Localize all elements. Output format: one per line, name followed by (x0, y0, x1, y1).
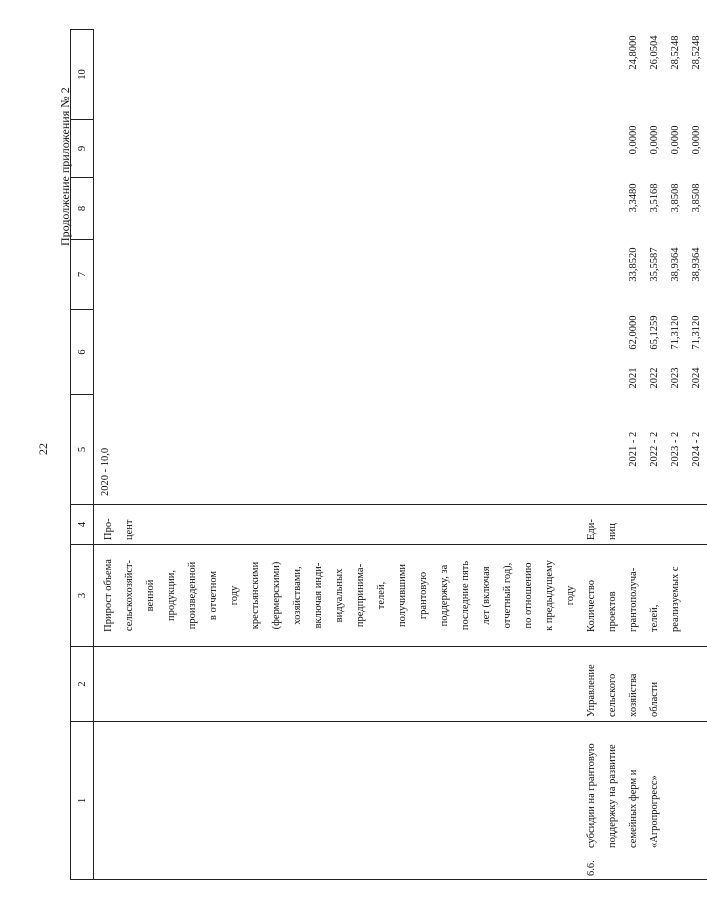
target-values-cell: 2021 - 2 2022 - 2 2023 - 2 2024 - 2 (581, 395, 707, 505)
table-row (581, 30, 707, 880)
col-header: 9 (71, 120, 94, 178)
extra-budget-cell: 24,8000 26,0504 28,5248 28,5248 (628, 35, 702, 70)
col-header: 5 (71, 395, 94, 505)
base-value-cell: 2020 - 10,0 (94, 395, 582, 505)
rotated-table-area (70, 30, 702, 880)
indicator-cell: Прирост объема сельскохозяйст- венной продукции, произведенной в отчетном году крестьянскими (фермерскими) хозяйствами, включая инди- видуальных предпринима- телей, получившими грантовую поддержку, за последние пять лет (включая отчетный год), по отношению к предыдущему году (94, 545, 582, 647)
continuation-title: Продолжение приложения № 2 (58, 87, 72, 246)
table-row (94, 30, 582, 880)
unit-cell: Еди- ниц (581, 505, 707, 545)
event-cell: 6.6. субсидии на грантовую поддержку на развитие семейных ферм и «Агропрогресс» (581, 722, 707, 880)
executor-cell: Управление сельского хозяйства области (581, 647, 707, 722)
col-header: 3 (71, 545, 94, 647)
federal-budget-cell: 33,8520 35,5587 38,9364 38,9364 (628, 247, 702, 282)
program-table (70, 29, 707, 880)
col-header: 1 (71, 722, 94, 880)
row-number: 6.6. (586, 860, 597, 876)
unit-cell: Про- цент (94, 505, 582, 545)
local-budget-cell: 0,0000 0,0000 0,0000 0,0000 (628, 125, 702, 155)
regional-budget-cell: 3,3480 3,5168 3,8508 3,8508 (628, 183, 702, 213)
col-header: 8 (71, 178, 94, 240)
page-number: 22 (36, 443, 50, 455)
col-header: 10 (71, 30, 94, 120)
col-header: 2 (71, 647, 94, 722)
funding-total-cell: 2021 2022 2023 2024 62,0000 65,1259 71,3120 71,3120 (628, 315, 702, 389)
col-header: 6 (71, 310, 94, 395)
col-header: 4 (71, 505, 94, 545)
col-header: 7 (71, 240, 94, 310)
indicator-cell: Количество проектов грантополуча- телей, реализуемых с (581, 545, 707, 647)
table-header-row (71, 30, 94, 880)
